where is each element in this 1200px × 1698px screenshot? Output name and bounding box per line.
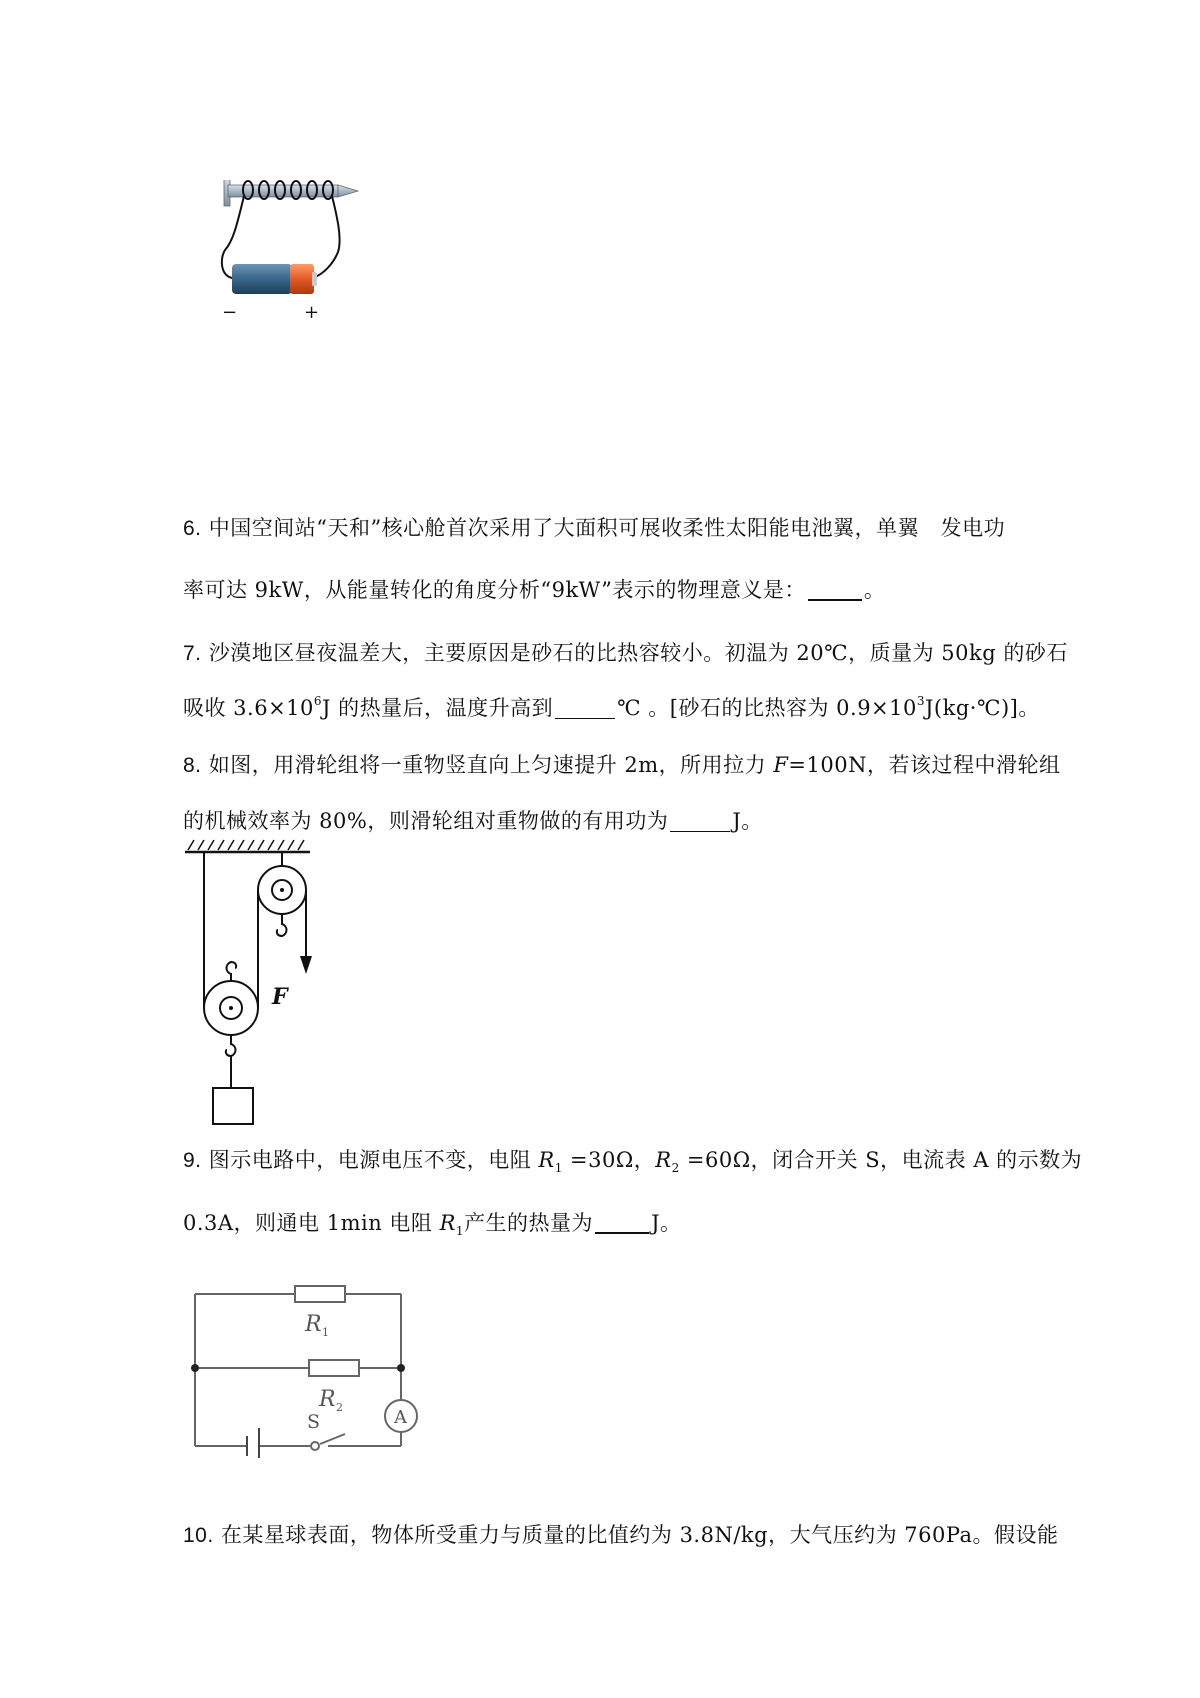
weight-box	[213, 1088, 253, 1124]
q8-force-var: F	[773, 753, 789, 777]
q9-r2-sub: 2	[671, 1161, 680, 1175]
q8-text-b: =100N，若该过程中滑轮组	[788, 753, 1061, 777]
q8-text-d: J。	[732, 809, 763, 833]
q9-r1-sub: 1	[554, 1161, 563, 1175]
q9-text-d: 0.3A，则通电 1min 电阻	[183, 1211, 440, 1235]
r1-label-sub: 1	[322, 1326, 329, 1339]
electromagnet-figure	[220, 180, 380, 340]
q6-text-line1: 中国空间站“天和”核心舱首次采用了大面积可展收柔性太阳能电池翼，单翼 发电功	[208, 516, 1006, 540]
q10-number: 10.	[183, 1524, 214, 1547]
q7-line2	[183, 692, 1063, 724]
q7-text-c: ℃ 。[砂石的比热容为 0.9×10	[617, 696, 917, 720]
q7-text-line1: 沙漠地区昼夜温差大，主要原因是砂石的比热容较小。初温为 20℃，质量为 50kg 的砂石	[208, 641, 1068, 665]
force-label: F	[272, 984, 288, 1010]
q6-text-end: 。	[863, 578, 886, 602]
q9-r2-var: R	[655, 1148, 672, 1172]
q9-line1	[183, 1144, 1083, 1177]
q6-text-line2: 率可达 9kW，从能量转化的角度分析“9kW”表示的物理意义是：	[183, 578, 806, 602]
q9-r1-sub-2: 1	[455, 1224, 465, 1238]
battery-minus-label: −	[222, 302, 238, 323]
q9-text-f: J。	[651, 1211, 682, 1235]
q8-line2	[183, 805, 1063, 837]
q7-line1	[183, 637, 1068, 670]
q7-text-b: J 的热量后，温度升高到	[322, 696, 554, 720]
q8-answer-blank[interactable]	[670, 809, 730, 832]
switch-label: S	[307, 1411, 321, 1433]
q7-text-a: 吸收 3.6×10	[183, 696, 314, 720]
q9-line2	[183, 1207, 1063, 1239]
q10-line1	[183, 1519, 1063, 1552]
battery-shape	[232, 264, 317, 294]
q9-r1-var-2: R	[439, 1211, 456, 1235]
resistor-r2	[309, 1360, 359, 1376]
q10-text-line1: 在某星球表面，物体所受重力与质量的比值约为 3.8N/kg，大气压约为 760Pa。假设能	[220, 1523, 1059, 1547]
q9-text-a: 图示电路中，电源电压不变，电阻	[208, 1148, 539, 1172]
r1-label: R	[305, 1312, 322, 1337]
q9-r1-var: R	[538, 1148, 555, 1172]
q6-line1	[183, 512, 1063, 545]
battery-plus-label: +	[304, 302, 320, 323]
q8-text-a: 如图，用滑轮组将一重物竖直向上匀速提升 2m，所用拉力	[208, 753, 774, 777]
r2-label-sub: 2	[336, 1401, 343, 1414]
q6-answer-blank[interactable]	[808, 577, 862, 601]
q7-text-d: J(kg·℃)]。	[925, 696, 1040, 720]
ammeter-label: A	[394, 1407, 407, 1428]
q7-number: 7.	[183, 642, 202, 665]
q8-line1	[183, 749, 1063, 782]
q9-answer-blank[interactable]	[595, 1210, 649, 1234]
q9-text-c: =60Ω，闭合开关 S，电流表 A 的示数为	[679, 1148, 1083, 1172]
q8-number: 8.	[183, 754, 202, 777]
pulley-figure	[180, 838, 330, 1128]
q7-exp2: 3	[916, 694, 926, 708]
q9-number: 9.	[183, 1149, 202, 1172]
q7-answer-blank[interactable]	[555, 696, 615, 719]
q7-exp1: 6	[313, 694, 323, 708]
r2-label: R	[319, 1387, 336, 1412]
q6-number: 6.	[183, 517, 202, 540]
resistor-r1	[295, 1286, 345, 1302]
q9-text-b: =30Ω，	[562, 1148, 656, 1172]
q9-text-e: 产生的热量为	[464, 1211, 594, 1235]
q8-text-c: 的机械效率为 80%，则滑轮组对重物做的有用功为	[183, 809, 669, 833]
circuit-figure	[185, 1278, 425, 1458]
q6-line2	[183, 574, 1063, 606]
